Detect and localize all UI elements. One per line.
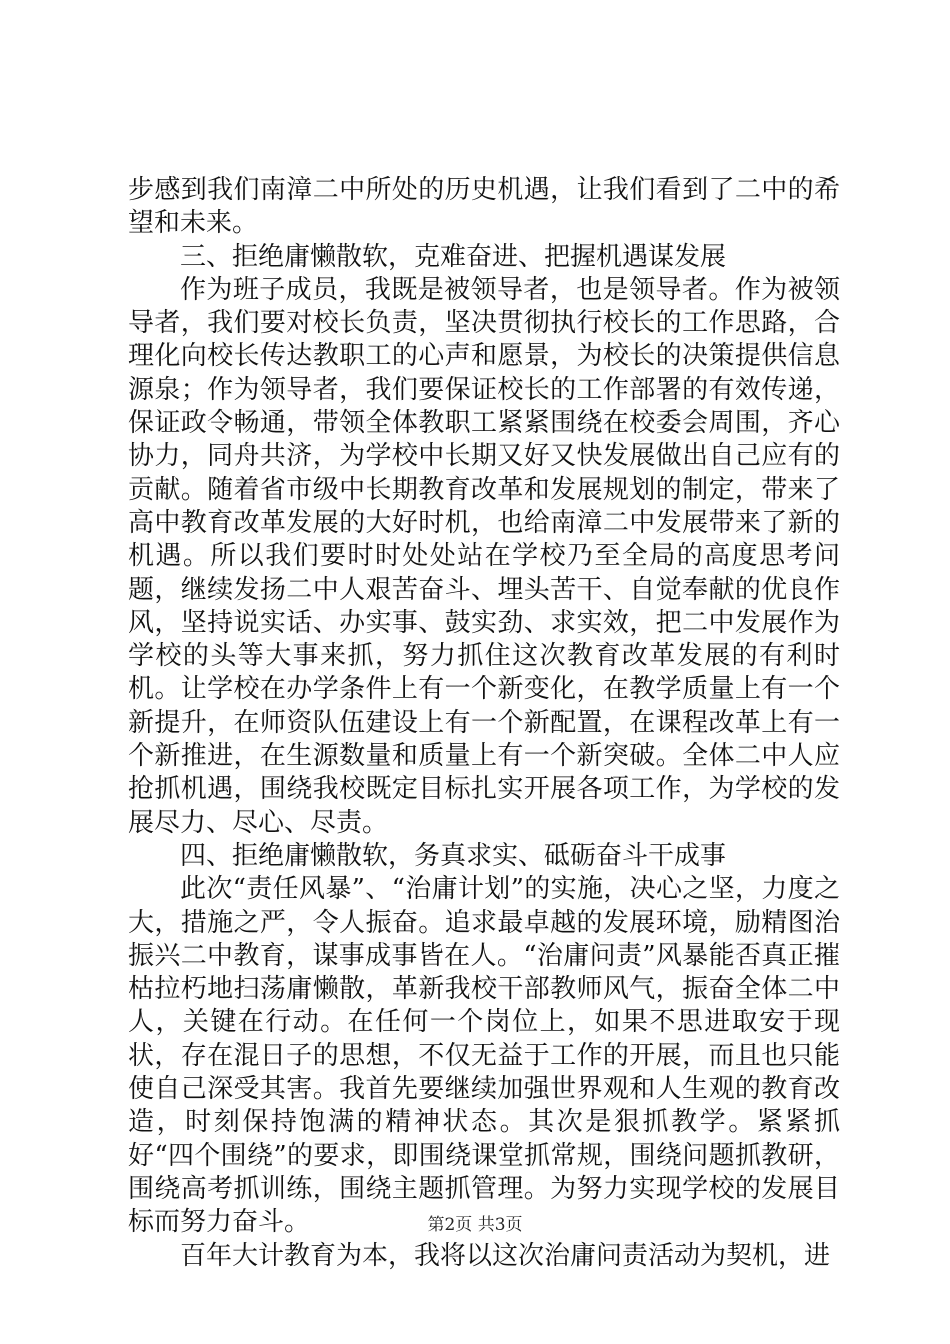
page-number-label: 第2页 共3页 <box>427 1215 523 1235</box>
paragraph-continuation: 步感到我们南漳二中所处的历史机遇，让我们看到了二中的希望和未来。 <box>128 175 840 239</box>
paragraph-closing: 百年大计教育为本，我将以这次治庸问责活动为契机，进 <box>180 1240 831 1271</box>
section-heading-three: 三、拒绝庸懒散软，克难奋进、把握机遇谋发展 <box>180 241 727 272</box>
section-heading-four: 四、拒绝庸懒散软，务真求实、砥砺奋斗干成事 <box>180 840 727 871</box>
paragraph-leadership-role: 作为班子成员，我既是被领导者，也是领导者。作为被领导者，我们要对校长负责，坚决贯彻执行校长的工作思路，合理化向校长传达教职工的心声和愿景，为校长的决策提供信息源泉；作为领导者，我们要保证校长的工作部署的有效传递，保证政令畅通，带领全体教职工紧紧围绕在校委会周围，齐心协力，同舟共济，为学校中长期又好又快发展做出自己应有的贡献。随着省市级中长期教育改革和发展规划的制定，带来了高中教育改革发展的大好时机，也给南漳二中发展带来了新的机遇。所以我们要时时处处站在学校乃至全局的高度思考问题，继续发扬二中人艰苦奋斗、埋头苦干、自觉奉献的优良作风，坚持说实话、办实事、鼓实劲、求实效，把二中发展作为学校的头等大事来抓，努力抓住这次教育改革发展的有利时机。让学校在办学条件上有一个新变化，在教学质量上有一个新提升，在师资队伍建设上有一个新配置，在课程改革上有一个新推进，在生源数量和质量上有一个新突破。全体二中人应抢抓机遇，围绕我校既定目标扎实开展各项工作，为学校的发展尽力、尽心、尽责。 <box>128 274 840 838</box>
paragraph-accountability: 此次“责任风暴”、“治庸计划”的实施，决心之坚，力度之大，措施之严，令人振奋。追求最卓越的发展环境，励精图治振兴二中教育，谋事成事皆在人。“治庸问责”风暴能否真正摧枯拉朽地扫荡庸懒散，革新我校干部教师风气，振奋全体二中人，关键在行动。在任何一个岗位上，如果不思进取安于现状，存在混日子的思想，不仅无益于工作的开展，而且也只能使自己深受其害。我首先要继续加强世界观和人生观的教育改造，时刻保持饱满的精神状态。其次是狠抓教学。紧紧抓好“四个围绕”的要求，即围绕课堂抓常规，围绕问题抓教研，围绕高考抓训练，围绕主题抓管理。为努力实现学校的发展目标而努力奋斗。 <box>128 874 840 1238</box>
document-body <box>128 174 840 1273</box>
page-footer <box>0 1215 950 1235</box>
